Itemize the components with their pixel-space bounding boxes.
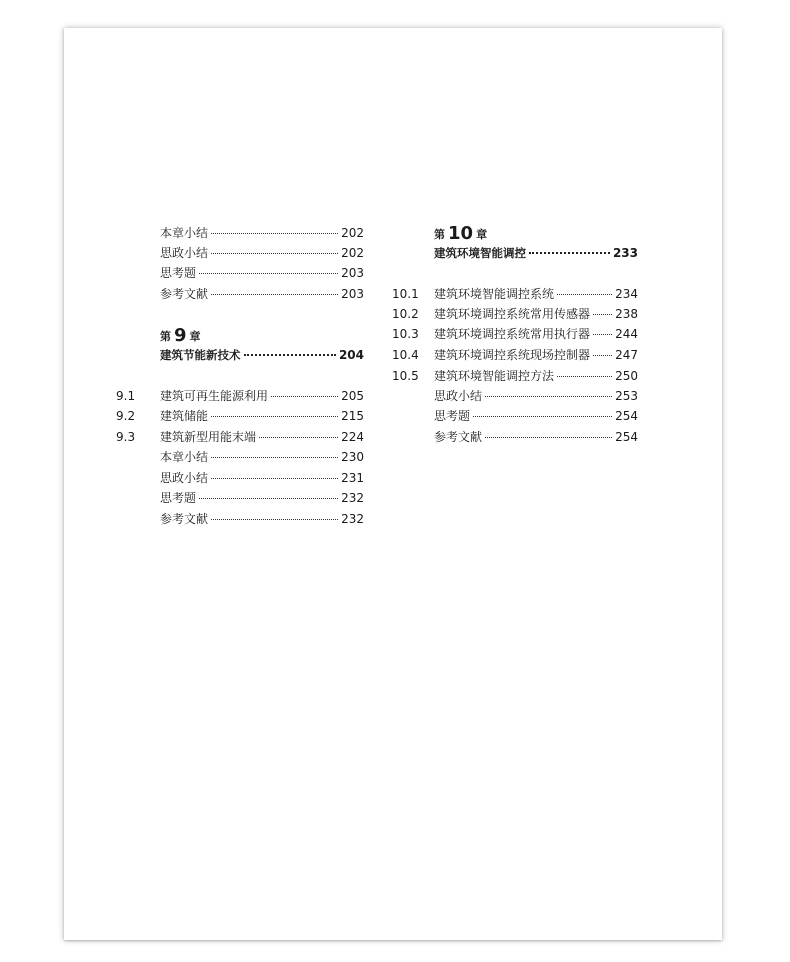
- chapter-prefix: 第: [434, 228, 445, 241]
- toc-entry-title: 参考文献: [160, 512, 209, 526]
- toc-entry: [160, 447, 364, 467]
- chapter-title: 建筑环境智能调控: [434, 246, 526, 260]
- toc-entry-page: 202: [341, 226, 364, 240]
- chapter-title: 建筑节能新技术: [160, 348, 241, 362]
- toc-leader-dots: [529, 241, 610, 254]
- toc-leader-dots: [211, 404, 338, 417]
- toc-entry-page: 254: [615, 409, 638, 423]
- toc-leader-dots: [259, 425, 338, 438]
- toc-entry-title: 思考题: [160, 491, 197, 505]
- section-number: 10.1: [392, 287, 419, 301]
- toc-leader-dots: [211, 466, 338, 479]
- toc-entry: [434, 406, 638, 426]
- toc-entry-title: 建筑新型用能末端: [160, 430, 257, 444]
- toc-leader-dots: [244, 343, 336, 356]
- toc-leader-dots: [557, 364, 612, 377]
- toc-entry-title: 思考题: [434, 409, 471, 423]
- chapter-number: 10: [448, 223, 474, 244]
- toc-entry: [160, 223, 364, 243]
- chapter-page: 233: [612, 246, 638, 260]
- chapter-label: [434, 223, 487, 244]
- toc-leader-dots: [593, 302, 612, 315]
- toc-entry-page: 238: [615, 307, 638, 321]
- toc-entry: [160, 468, 364, 488]
- toc-leader-dots: [211, 445, 338, 458]
- toc-entry: [160, 509, 364, 529]
- section-number: 9.3: [116, 430, 136, 444]
- toc-entry-page: 224: [341, 430, 364, 444]
- toc-entry-page: 203: [341, 266, 364, 280]
- toc-entry-page: 234: [615, 287, 638, 301]
- document-page: [64, 28, 722, 940]
- section-number: 10.2: [392, 307, 419, 321]
- toc-entry-page: 205: [341, 389, 364, 403]
- toc-entry: [116, 406, 364, 426]
- section-number: 10.4: [392, 348, 419, 362]
- section-number: 9.1: [116, 389, 136, 403]
- toc-entry: [392, 345, 638, 365]
- toc-leader-dots: [211, 282, 338, 295]
- toc-leader-dots: [593, 343, 612, 356]
- toc-entry: [116, 427, 364, 447]
- toc-entry: [392, 366, 638, 386]
- toc-entry-title: 思政小结: [160, 246, 209, 260]
- toc-entry-title: 建筑环境调控系统现场控制器: [434, 348, 591, 362]
- toc-entry-page: 250: [615, 369, 638, 383]
- toc-leader-dots: [557, 282, 612, 295]
- chapter-label: [160, 325, 201, 346]
- toc-entry: [392, 324, 638, 344]
- toc-leader-dots: [473, 404, 612, 417]
- chapter-number: 9: [174, 325, 187, 346]
- toc-entry-page: 244: [615, 327, 638, 341]
- toc-entry-page: 203: [341, 287, 364, 301]
- chapter-suffix: 章: [476, 228, 488, 241]
- toc-leader-dots: [271, 384, 338, 397]
- toc-entry-title: 建筑环境智能调控系统: [434, 287, 555, 301]
- toc-entry-title: 建筑环境调控系统常用传感器: [434, 307, 591, 321]
- toc-entry: [434, 427, 638, 447]
- toc-leader-dots: [593, 322, 612, 335]
- toc-entry: [160, 243, 364, 263]
- toc-leader-dots: [211, 241, 338, 254]
- section-number: 10.5: [392, 369, 419, 383]
- chapter-prefix: 第: [160, 330, 171, 343]
- toc-entry-page: 253: [615, 389, 638, 403]
- toc-entry: [392, 304, 638, 324]
- toc-entry-page: 247: [615, 348, 638, 362]
- toc-entry: [116, 386, 364, 406]
- toc-entry-page: 232: [341, 491, 364, 505]
- toc-leader-dots: [485, 384, 612, 397]
- toc-entry-title: 思政小结: [160, 471, 209, 485]
- toc-entry-page: 215: [341, 409, 364, 423]
- chapter-title-row: [160, 346, 364, 364]
- toc-leader-dots: [211, 507, 338, 520]
- toc-entry: [434, 386, 638, 406]
- toc-entry-page: 202: [341, 246, 364, 260]
- toc-entry-title: 思政小结: [434, 389, 483, 403]
- toc-leader-dots: [485, 425, 612, 438]
- toc-entry-page: 254: [615, 430, 638, 444]
- chapter-title-row: [434, 244, 638, 262]
- toc-entry-page: 232: [341, 512, 364, 526]
- toc-entry-title: 参考文献: [160, 287, 209, 301]
- toc-entry: [160, 263, 364, 283]
- toc-leader-dots: [199, 261, 338, 274]
- toc-entry-title: 本章小结: [160, 450, 209, 464]
- toc-entry-title: 建筑环境智能调控方法: [434, 369, 555, 383]
- chapter-suffix: 章: [189, 330, 201, 343]
- toc-entry-title: 建筑可再生能源利用: [160, 389, 269, 403]
- toc-entry: [392, 284, 638, 304]
- toc-entry-page: 231: [341, 471, 364, 485]
- toc-entry-title: 建筑环境调控系统常用执行器: [434, 327, 591, 341]
- toc-leader-dots: [211, 221, 338, 234]
- toc-entry: [160, 284, 364, 304]
- toc-entry-title: 思考题: [160, 266, 197, 280]
- toc-entry-page: 230: [341, 450, 364, 464]
- section-number: 10.3: [392, 327, 419, 341]
- toc-leader-dots: [199, 486, 338, 499]
- section-number: 9.2: [116, 409, 136, 423]
- toc-entry-title: 参考文献: [434, 430, 483, 444]
- chapter-page: 204: [338, 348, 364, 362]
- toc-entry: [160, 488, 364, 508]
- toc-entry-title: 建筑储能: [160, 409, 209, 423]
- toc-entry-title: 本章小结: [160, 226, 209, 240]
